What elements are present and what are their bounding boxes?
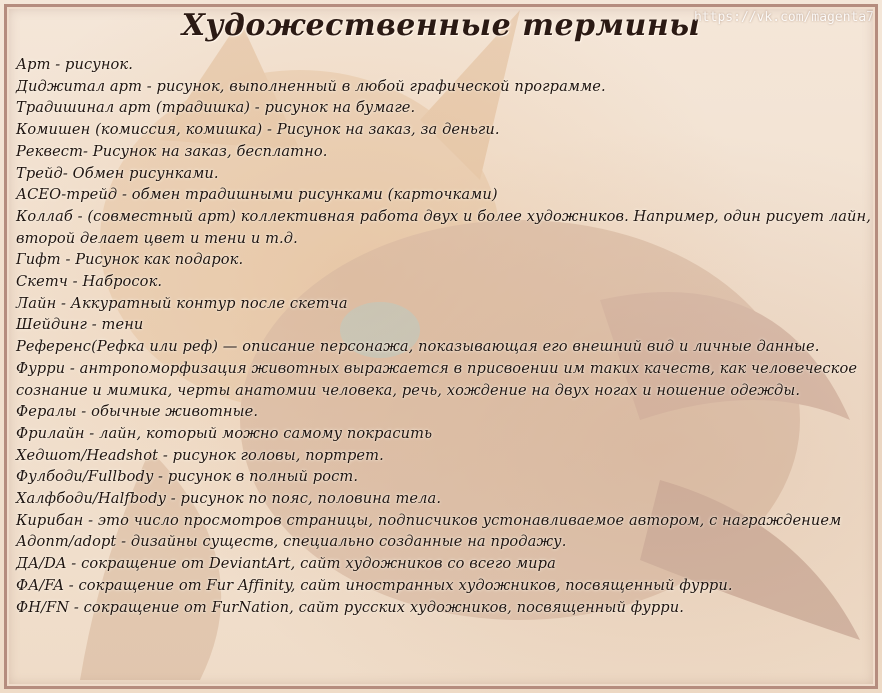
term-item: Диджитал арт - рисунок, выполненный в любой графической программе.: [16, 77, 606, 95]
term-item: Арт - рисунок.: [16, 56, 133, 73]
term-item: Фулбоди/Fullbody - рисунок в полный рост.: [16, 468, 359, 486]
term-item: ФА/FA - сокращение от Fur Affinity, сайт иностранных художников, посвященный фурри.: [16, 576, 733, 594]
term-item: Халфбоди/Halfbody - рисунок по пояс, половина тела.: [16, 490, 442, 508]
term-item: АСЕО-трейд - обмен традишными рисунками (карточками): [16, 186, 498, 204]
term-item: Реквест- Рисунок на заказ, бесплатно.: [16, 142, 328, 160]
term-item: ДА/DA - сокращение от DeviantArt, сайт художников со всего мира: [16, 555, 556, 573]
term-item: Кирибан - это число просмотров страницы, подписчиков устонавливаемое автором, с награждением: [16, 511, 842, 529]
term-item: Лайн - Аккуратный контур после скетча: [16, 294, 348, 312]
term-item: Комишен (комиссия, комишка) - Рисунок на заказ, за деньги.: [16, 121, 500, 139]
page-title: Художественные термины: [181, 8, 701, 43]
terms-list: [16, 54, 872, 618]
term-item: Шейдинг - тени: [16, 316, 144, 334]
term-item: Фурри - антропоморфизация животных выражается в присвоении им таких качеств, как человеческое сознание и мимика, черты анатомии человека, речь, хождение на двух ногах и ношение одежды.: [16, 359, 858, 399]
term-item: Гифт - Рисунок как подарок.: [16, 251, 244, 269]
term-item: Ферaлы - обычные животные.: [16, 403, 259, 421]
watermark-url: https://vk.com/magenta7: [693, 10, 874, 25]
term-item: Референс(Рефка или реф) — описание персонажа, показывающая его внешний вид и личные данные.: [16, 338, 820, 356]
term-item: Коллаб - (совместный арт) коллективная работа двух и более художников. Например, один рисует лайн, второй делает цвет и тени и т.д.: [16, 207, 871, 247]
term-item: Хедшот/Headshot - рисунок головы, портрет.: [16, 446, 384, 464]
term-item: Традишинал арт (традишка) - рисунок на бумаге.: [16, 99, 416, 117]
term-item: ФН/FN - сокращение от FurNation, сайт русских художников, посвященный фурри.: [16, 598, 684, 616]
term-item: Адопт/adopt - дизайны существ, специально созданные на продажу.: [16, 533, 567, 551]
term-item: Фрилайн - лайн, который можно самому покрасить: [16, 424, 433, 442]
term-item: Трейд- Обмен рисунками.: [16, 164, 219, 182]
term-item: Скетч - Набросок.: [16, 273, 163, 291]
